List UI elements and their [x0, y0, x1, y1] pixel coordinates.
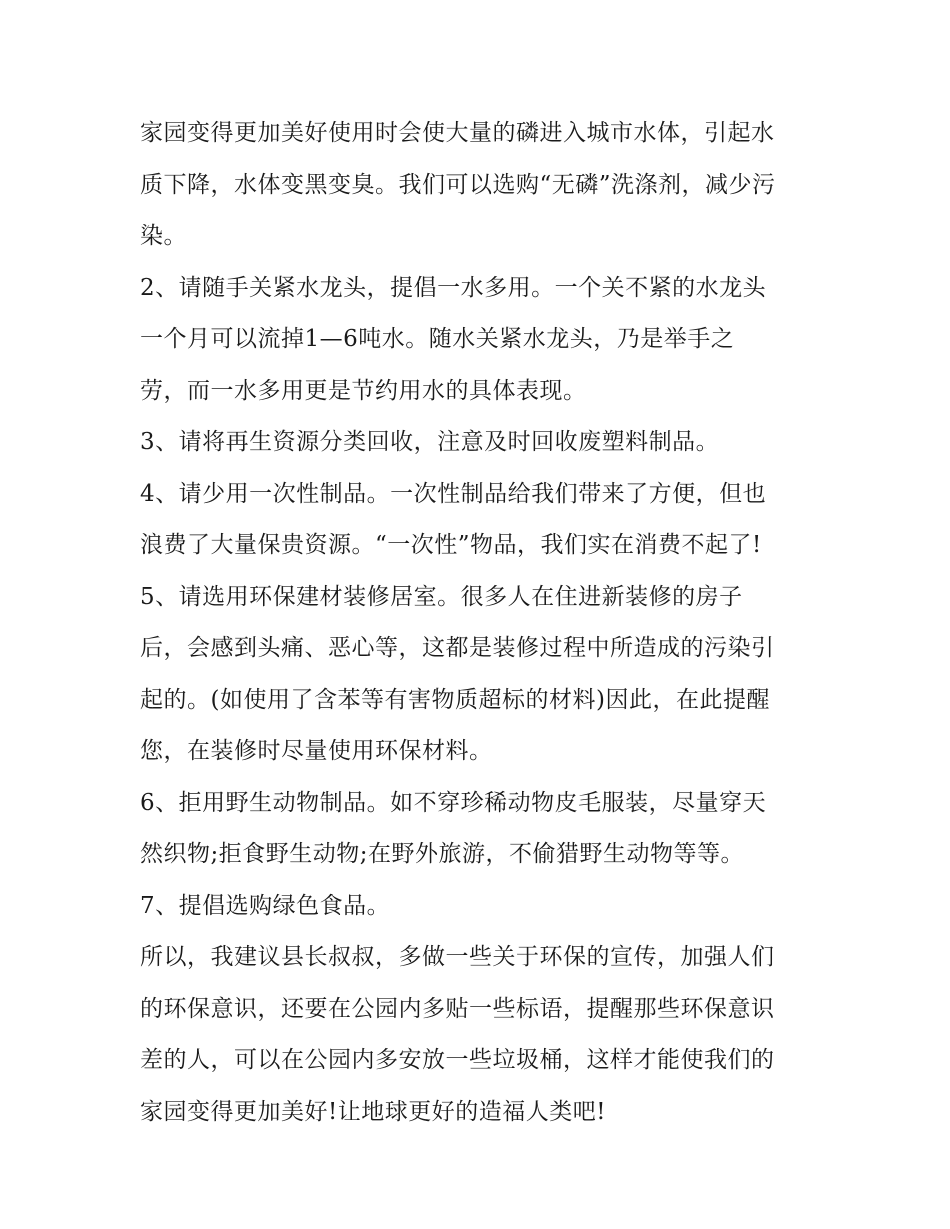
text-line: 家园变得更加美好使用时会使大量的磷进入城市水体，引起水 [140, 120, 775, 146]
text-line: 所以，我建议县长叔叔，多做一些关于环保的宣传，加强人们 [140, 944, 775, 970]
text-line: 5、请选用环保建材装修居室。很多人在住进新装修的房子 [140, 583, 743, 610]
text-line: 3、请将再生资源分类回收，注意及时回收废塑料制品。 [140, 429, 720, 455]
text-line: 质下降，水体变黑变臭。我们可以选购“无磷”洗涤剂，减少污 [140, 171, 776, 198]
text-line: 后，会感到头痛、恶心等，这都是装修过程中所造成的污染引 [140, 635, 775, 661]
text-line: 起的。(如使用了含苯等有害物质超标的材料)因此，在此提醒 [140, 686, 770, 713]
document-body [140, 108, 820, 1138]
text-line: 劳，而一水多用更是节约用水的具体表现。 [140, 377, 587, 404]
text-line: 6、拒用野生动物制品。如不穿珍稀动物皮毛服装，尽量穿天 [140, 789, 767, 816]
text-line: 4、请少用一次性制品。一次性制品给我们带来了方便，但也 [140, 480, 767, 507]
text-line: 家园变得更加美好!让地球更好的造福人类吧! [140, 1098, 606, 1125]
text-line: 染。 [140, 223, 187, 249]
text-line: 2、请随手关紧水龙头，提倡一水多用。一个关不紧的水龙头 [140, 274, 767, 301]
text-line: 一个月可以流掉1—6吨水。随水关紧水龙头，乃是举手之 [140, 326, 735, 352]
text-line: 然织物;拒食野生动物;在野外旅游，不偷猎野生动物等等。 [140, 841, 744, 867]
text-line: 您，在装修时尽量使用环保材料。 [140, 738, 493, 764]
text-line: 的环保意识，还要在公园内多贴一些标语，提醒那些环保意识 [140, 995, 775, 1022]
text-line: 7、提倡选购绿色食品。 [140, 892, 391, 919]
text-line: 浪费了大量保贵资源。“一次性”物品，我们实在消费不起了! [140, 532, 762, 558]
text-line: 差的人，可以在公园内多安放一些垃圾桶，这样才能使我们的 [140, 1047, 775, 1073]
